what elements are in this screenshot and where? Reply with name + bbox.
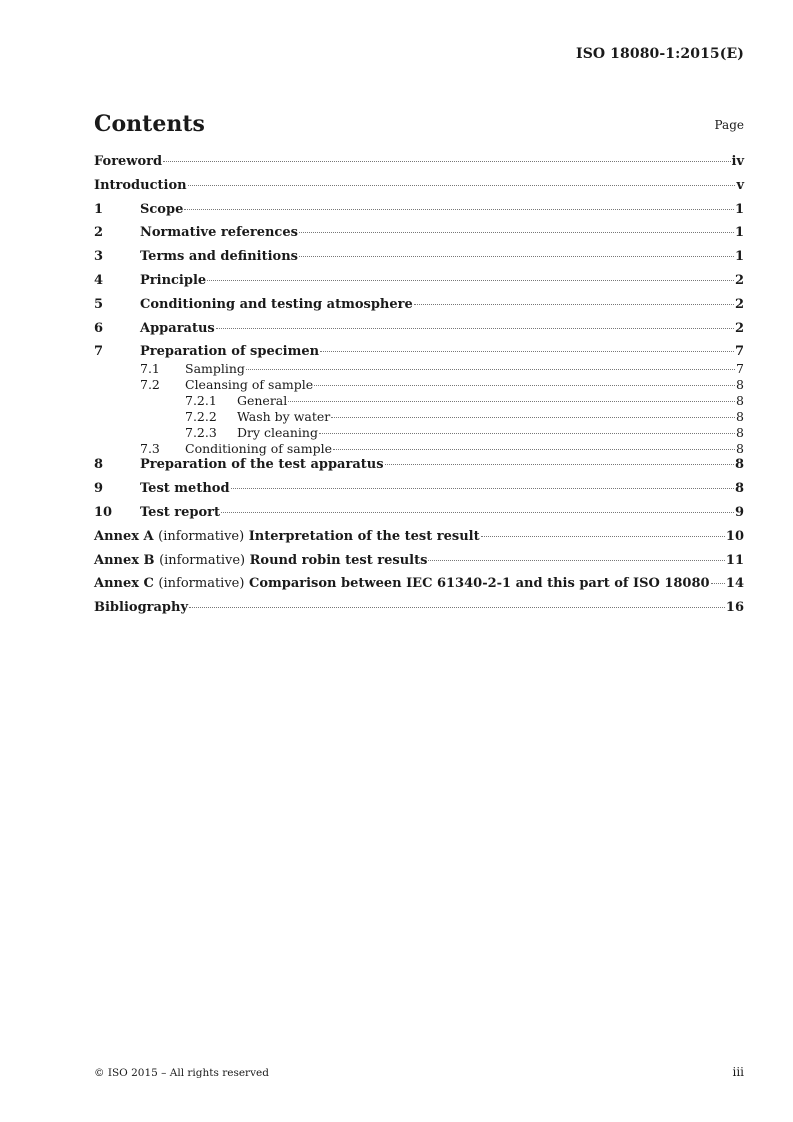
footer-page-number: iii — [732, 1065, 744, 1079]
toc-entry-text: Preparation of specimen — [140, 344, 320, 360]
toc-entry-title — [185, 361, 245, 376]
dot-leader — [188, 185, 736, 186]
toc-entry-text: Apparatus — [140, 320, 215, 336]
toc-entry-title — [140, 505, 220, 520]
toc-entry-text: Wash by water — [237, 409, 331, 425]
toc-entry-title — [185, 441, 332, 456]
toc-entry-number: 7.3 — [140, 441, 160, 457]
toc-entry-title — [237, 425, 318, 440]
toc-entry-text: Test report — [140, 504, 221, 520]
dot-leader — [314, 385, 735, 386]
toc-entry-title — [237, 409, 330, 424]
toc-entry-text: Conditioning and testing atmosphere — [140, 296, 413, 312]
toc-entry[interactable] — [94, 273, 744, 297]
toc-entry-page: 1 — [734, 225, 744, 241]
toc-entry-text: Introduction — [94, 177, 187, 193]
toc-entry-number: 5 — [94, 296, 104, 312]
toc-entry-number: 8 — [94, 457, 104, 473]
toc-entry-text: Test method — [140, 481, 230, 497]
toc-entry[interactable] — [94, 441, 744, 457]
dot-leader — [333, 449, 735, 450]
toc-entry-number: 1 — [94, 201, 104, 217]
toc-entry-title — [237, 393, 287, 408]
toc-entry-title — [140, 321, 215, 336]
toc-entry-page: 2 — [734, 272, 744, 288]
annex-label: Annex C — [94, 576, 154, 592]
table-of-contents — [94, 154, 744, 624]
toc-entry-title — [140, 297, 413, 312]
contents-heading: Contents — [94, 111, 205, 137]
toc-entry-number: 4 — [94, 272, 104, 288]
toc-entry[interactable] — [94, 553, 744, 577]
toc-entry-page: v — [736, 177, 744, 193]
dot-leader — [163, 161, 730, 162]
toc-entry-text: Normative references — [140, 225, 298, 241]
toc-entry[interactable] — [94, 202, 744, 226]
dot-leader — [216, 328, 734, 329]
annex-note: (informative) — [159, 552, 246, 568]
toc-entry-text: Terms and definitions — [140, 249, 298, 265]
toc-entry-text: Dry cleaning — [237, 425, 318, 441]
dot-leader — [189, 607, 725, 608]
toc-entry-number: 10 — [94, 504, 113, 520]
toc-entry-title — [140, 202, 183, 217]
dot-leader — [288, 401, 735, 402]
dot-leader — [207, 280, 734, 281]
dot-leader — [385, 464, 734, 465]
dot-leader — [221, 512, 734, 513]
toc-entry-title — [94, 600, 188, 615]
toc-entry-number: 7.1 — [140, 361, 160, 377]
toc-entry-page: 1 — [734, 201, 744, 217]
dot-leader — [231, 488, 734, 489]
annex-title: Round robin test results — [249, 552, 428, 568]
toc-entry-text: Sampling — [185, 361, 245, 377]
toc-entry-page: 16 — [725, 600, 744, 616]
toc-entry-page: 8 — [736, 425, 744, 441]
toc-entry-number: 2 — [94, 225, 104, 241]
toc-entry-title — [94, 576, 710, 591]
dot-leader — [414, 304, 734, 305]
annex-title: Interpretation of the test result — [248, 528, 480, 544]
dot-leader — [184, 209, 734, 210]
dot-leader — [319, 433, 735, 434]
toc-entry-page: 14 — [725, 576, 744, 592]
toc-entry-text: Principle — [140, 272, 207, 288]
toc-entry[interactable] — [94, 600, 744, 624]
toc-entry-title — [94, 553, 427, 568]
toc-entry[interactable] — [94, 393, 744, 409]
toc-entry-text: Bibliography — [94, 600, 189, 616]
dot-leader — [320, 351, 734, 352]
dot-leader — [299, 232, 734, 233]
toc-entry-text: Cleansing of sample — [185, 377, 314, 393]
toc-entry[interactable] — [94, 409, 744, 425]
toc-entry[interactable] — [94, 481, 744, 505]
toc-entry-text: Scope — [140, 201, 184, 217]
toc-entry-page: 2 — [734, 320, 744, 336]
toc-entry[interactable] — [94, 505, 744, 529]
toc-entry-title — [140, 481, 230, 496]
dot-leader — [299, 256, 734, 257]
annex-note: (informative) — [158, 528, 245, 544]
toc-entry-title — [185, 377, 313, 392]
toc-entry-page: 9 — [734, 504, 744, 520]
toc-entry-page: 1 — [734, 249, 744, 265]
toc-entry-page: 8 — [736, 441, 744, 457]
toc-entry-number: 7.2.3 — [185, 425, 217, 441]
toc-entry-title — [140, 273, 206, 288]
dot-leader — [428, 560, 724, 561]
toc-entry-page: 11 — [725, 552, 744, 568]
toc-entry-number: 9 — [94, 481, 104, 497]
footer-copyright: © ISO 2015 – All rights reserved — [94, 1067, 269, 1079]
annex-label: Annex A — [94, 528, 154, 544]
annex-label: Annex B — [94, 552, 155, 568]
toc-entry-title — [140, 225, 298, 240]
toc-entry-title — [94, 529, 480, 544]
annex-note: (informative) — [158, 576, 245, 592]
toc-entry-number: 6 — [94, 320, 104, 336]
toc-entry[interactable] — [94, 425, 744, 441]
toc-entry-text: Foreword — [94, 154, 163, 169]
toc-entry-number: 7.2.2 — [185, 409, 217, 425]
toc-entry[interactable] — [94, 457, 744, 481]
toc-entry[interactable] — [94, 377, 744, 393]
toc-entry[interactable] — [94, 297, 744, 321]
toc-entry-page: 8 — [736, 377, 744, 393]
document-reference: ISO 18080-1:2015(E) — [576, 46, 744, 62]
toc-entry-page: 8 — [736, 393, 744, 409]
toc-entry-number: 7.2 — [140, 377, 160, 393]
toc-entry[interactable] — [94, 529, 744, 553]
dot-leader — [711, 583, 725, 584]
toc-entry[interactable] — [94, 225, 744, 249]
toc-entry-title — [94, 178, 187, 193]
toc-entry-title — [140, 344, 319, 359]
toc-entry-text: Preparation of the test apparatus — [140, 457, 384, 473]
toc-entry-title — [140, 457, 384, 472]
toc-entry-page: 8 — [734, 457, 744, 473]
toc-entry-number: 7 — [94, 344, 104, 360]
toc-entry-title — [94, 154, 162, 169]
dot-leader — [331, 417, 735, 418]
toc-entry-text: Conditioning of sample — [185, 441, 333, 457]
toc-entry-text: General — [237, 393, 288, 409]
toc-entry-page: 2 — [734, 296, 744, 312]
toc-entry-page: 8 — [734, 481, 744, 497]
toc-entry-title — [140, 249, 298, 264]
dot-leader — [481, 536, 725, 537]
toc-entry-page: 10 — [725, 528, 744, 544]
toc-entry-page: 7 — [734, 344, 744, 360]
toc-entry-number: 7.2.1 — [185, 393, 217, 409]
toc-entry[interactable] — [94, 321, 744, 345]
toc-entry[interactable] — [94, 344, 744, 361]
toc-entry[interactable] — [94, 576, 744, 600]
toc-entry[interactable] — [94, 178, 744, 202]
toc-entry-number: 3 — [94, 249, 104, 265]
toc-entry[interactable] — [94, 249, 744, 273]
toc-entry-page: 7 — [736, 361, 744, 377]
toc-entry-page: iv — [731, 154, 744, 169]
page-column-label: Page — [714, 118, 744, 132]
toc-entry[interactable] — [94, 154, 744, 178]
toc-entry[interactable] — [94, 361, 744, 377]
toc-entry-page: 8 — [736, 409, 744, 425]
annex-title: Comparison between IEC 61340-2-1 and this part of ISO 18080 — [248, 576, 710, 592]
dot-leader — [246, 369, 735, 370]
